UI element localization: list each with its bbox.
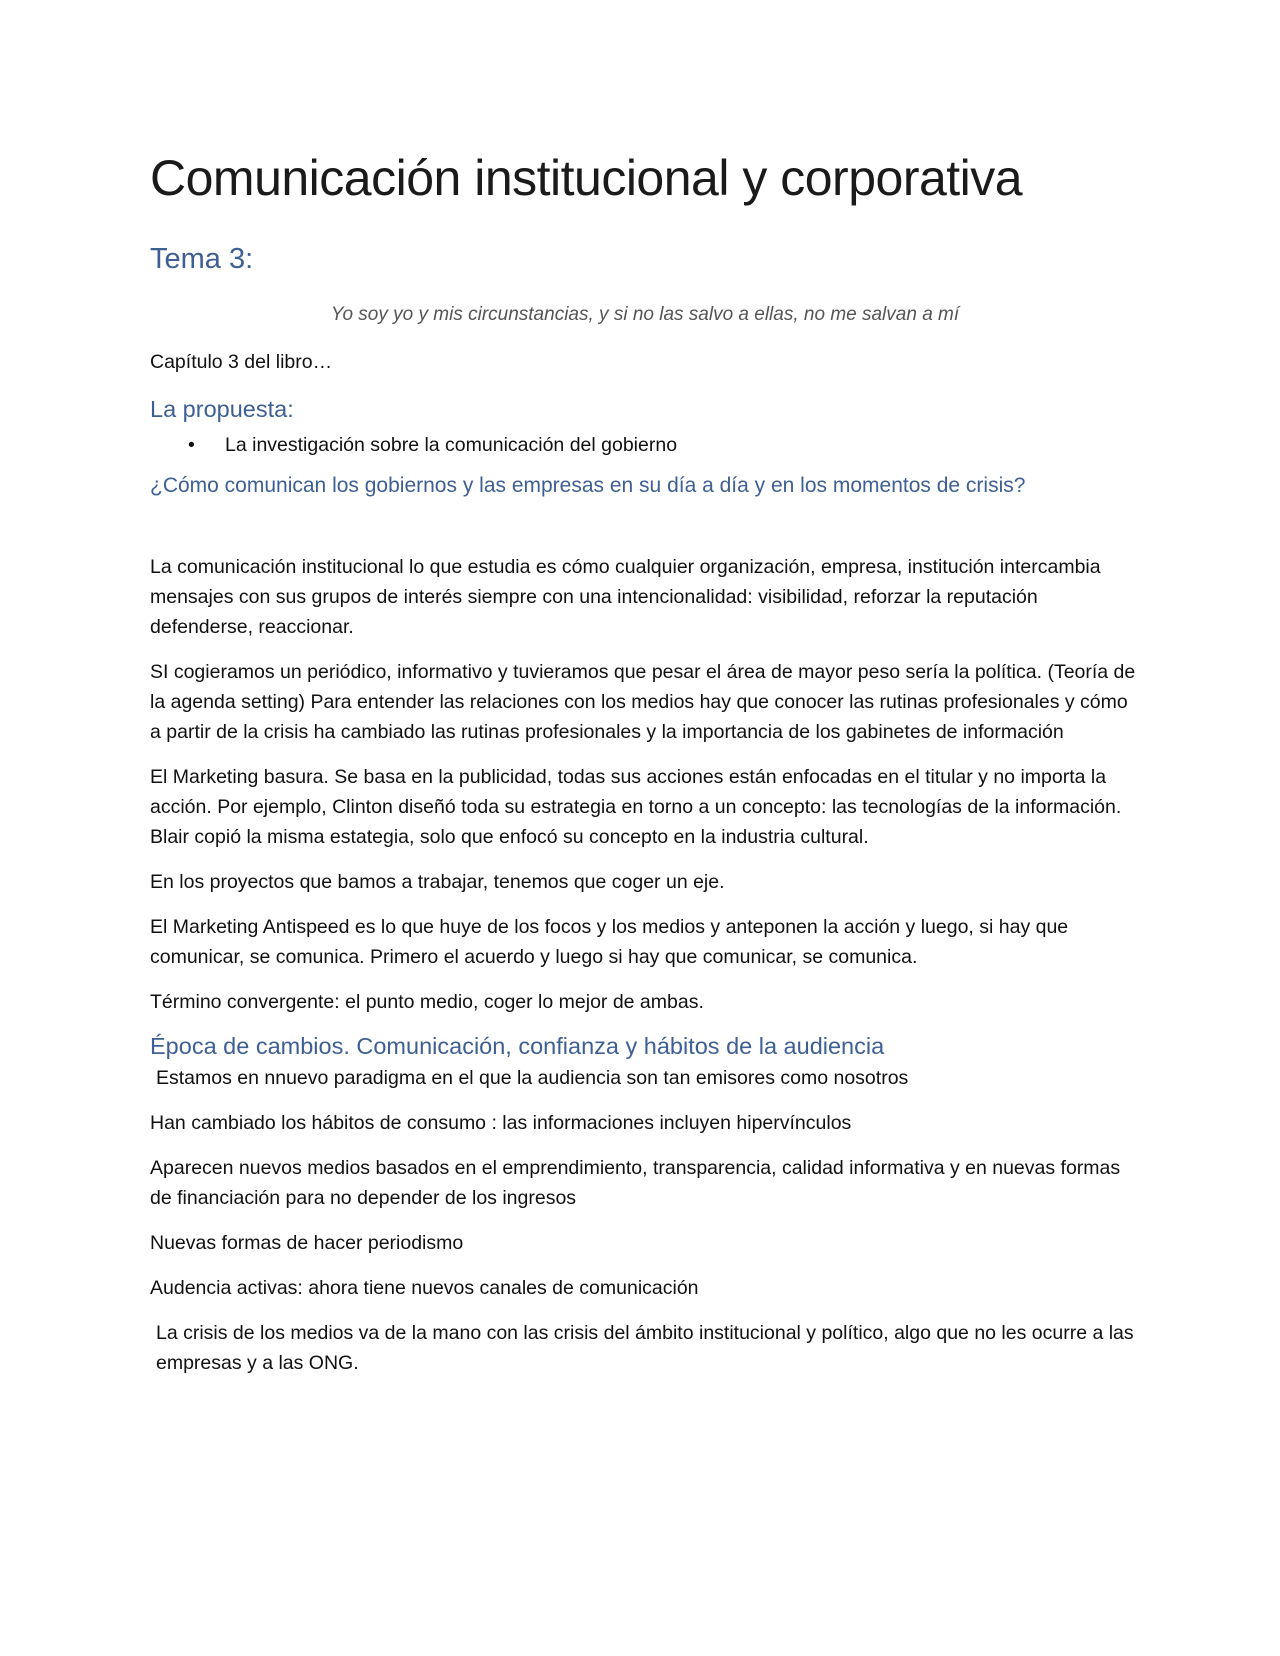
- paragraph: Han cambiado los hábitos de consumo : las informaciones incluyen hipervínculos: [150, 1111, 852, 1134]
- spacer: [150, 500, 1140, 552]
- paragraph: Término convergente: el punto medio, coger lo mejor de ambas.: [150, 990, 704, 1013]
- paragraph: En los proyectos que bamos a trabajar, tenemos que coger un eje.: [150, 870, 725, 893]
- paragraph: El Marketing basura. Se basa en la publicidad, todas sus acciones están enfocadas en el titular y no importa la acción. Por ejemplo, Clinton diseñó toda su estrategia en torno a un concepto: las tecnologías de la información. Blair copió la misma estategia, solo que enfocó su concepto en la industria cultural.: [150, 765, 1122, 848]
- document-title: Comunicación institucional y corporativa: [150, 150, 1023, 206]
- paragraph: Nuevas formas de hacer periodismo: [150, 1231, 464, 1254]
- heading-tema: Tema 3:: [150, 242, 254, 275]
- epigraph-quote: Yo soy yo y mis circunstancias, y si no las salvo a ellas, no me salvan a mí: [330, 304, 960, 326]
- paragraph: La crisis de los medios va de la mano con las crisis del ámbito institucional y político, algo que no les ocurre a las empresas y a las ONG.: [156, 1321, 1134, 1374]
- chapter-reference: Capítulo 3 del libro…: [150, 350, 333, 373]
- paragraph: SI cogieramos un periódico, informativo y tuvieramos que pesar el área de mayor peso sería la política. (Teoría de la agenda setting) Para entender las relaciones con los medios hay que conocer las rutinas profesionales y cómo a partir de la crisis ha cambiado las rutinas profesionales y la importancia de los gabinetes de información: [150, 660, 1136, 743]
- propuesta-list: [150, 430, 1140, 460]
- paragraph: La comunicación institucional lo que estudia es cómo cualquier organización, empresa, institución intercambia mensajes con sus grupos de interés siempre con una intencionalidad: visibilidad, reforzar la reputación defenderse, reaccionar.: [150, 555, 1101, 638]
- document-page: [150, 150, 1140, 1393]
- paragraph: Audencia activas: ahora tiene nuevos canales de comunicación: [150, 1276, 699, 1299]
- list-item-text: La investigación sobre la comunicación del gobierno: [225, 434, 678, 457]
- heading-epoca: Época de cambios. Comunicación, confianza y hábitos de la audiencia: [150, 1032, 885, 1059]
- paragraph: El Marketing Antispeed es lo que huye de los focos y los medios y anteponen la acción y luego, si hay que comunicar, se comunica. Primero el acuerdo y luego si hay que comunicar, se comunica.: [150, 915, 1069, 968]
- heading-question: ¿Cómo comunican los gobiernos y las empresas en su día a día y en los momentos de crisis?: [150, 474, 1026, 498]
- paragraph: Aparecen nuevos medios basados en el emprendimiento, transparencia, calidad informativa y en nuevas formas de financiación para no depender de los ingresos: [150, 1156, 1121, 1209]
- list-item: [150, 430, 1140, 460]
- heading-propuesta: La propuesta:: [150, 395, 294, 422]
- bullet-glyph: •: [188, 434, 195, 457]
- paragraph: Estamos en nnuevo paradigma en el que la audiencia son tan emisores como nosotros: [156, 1066, 909, 1089]
